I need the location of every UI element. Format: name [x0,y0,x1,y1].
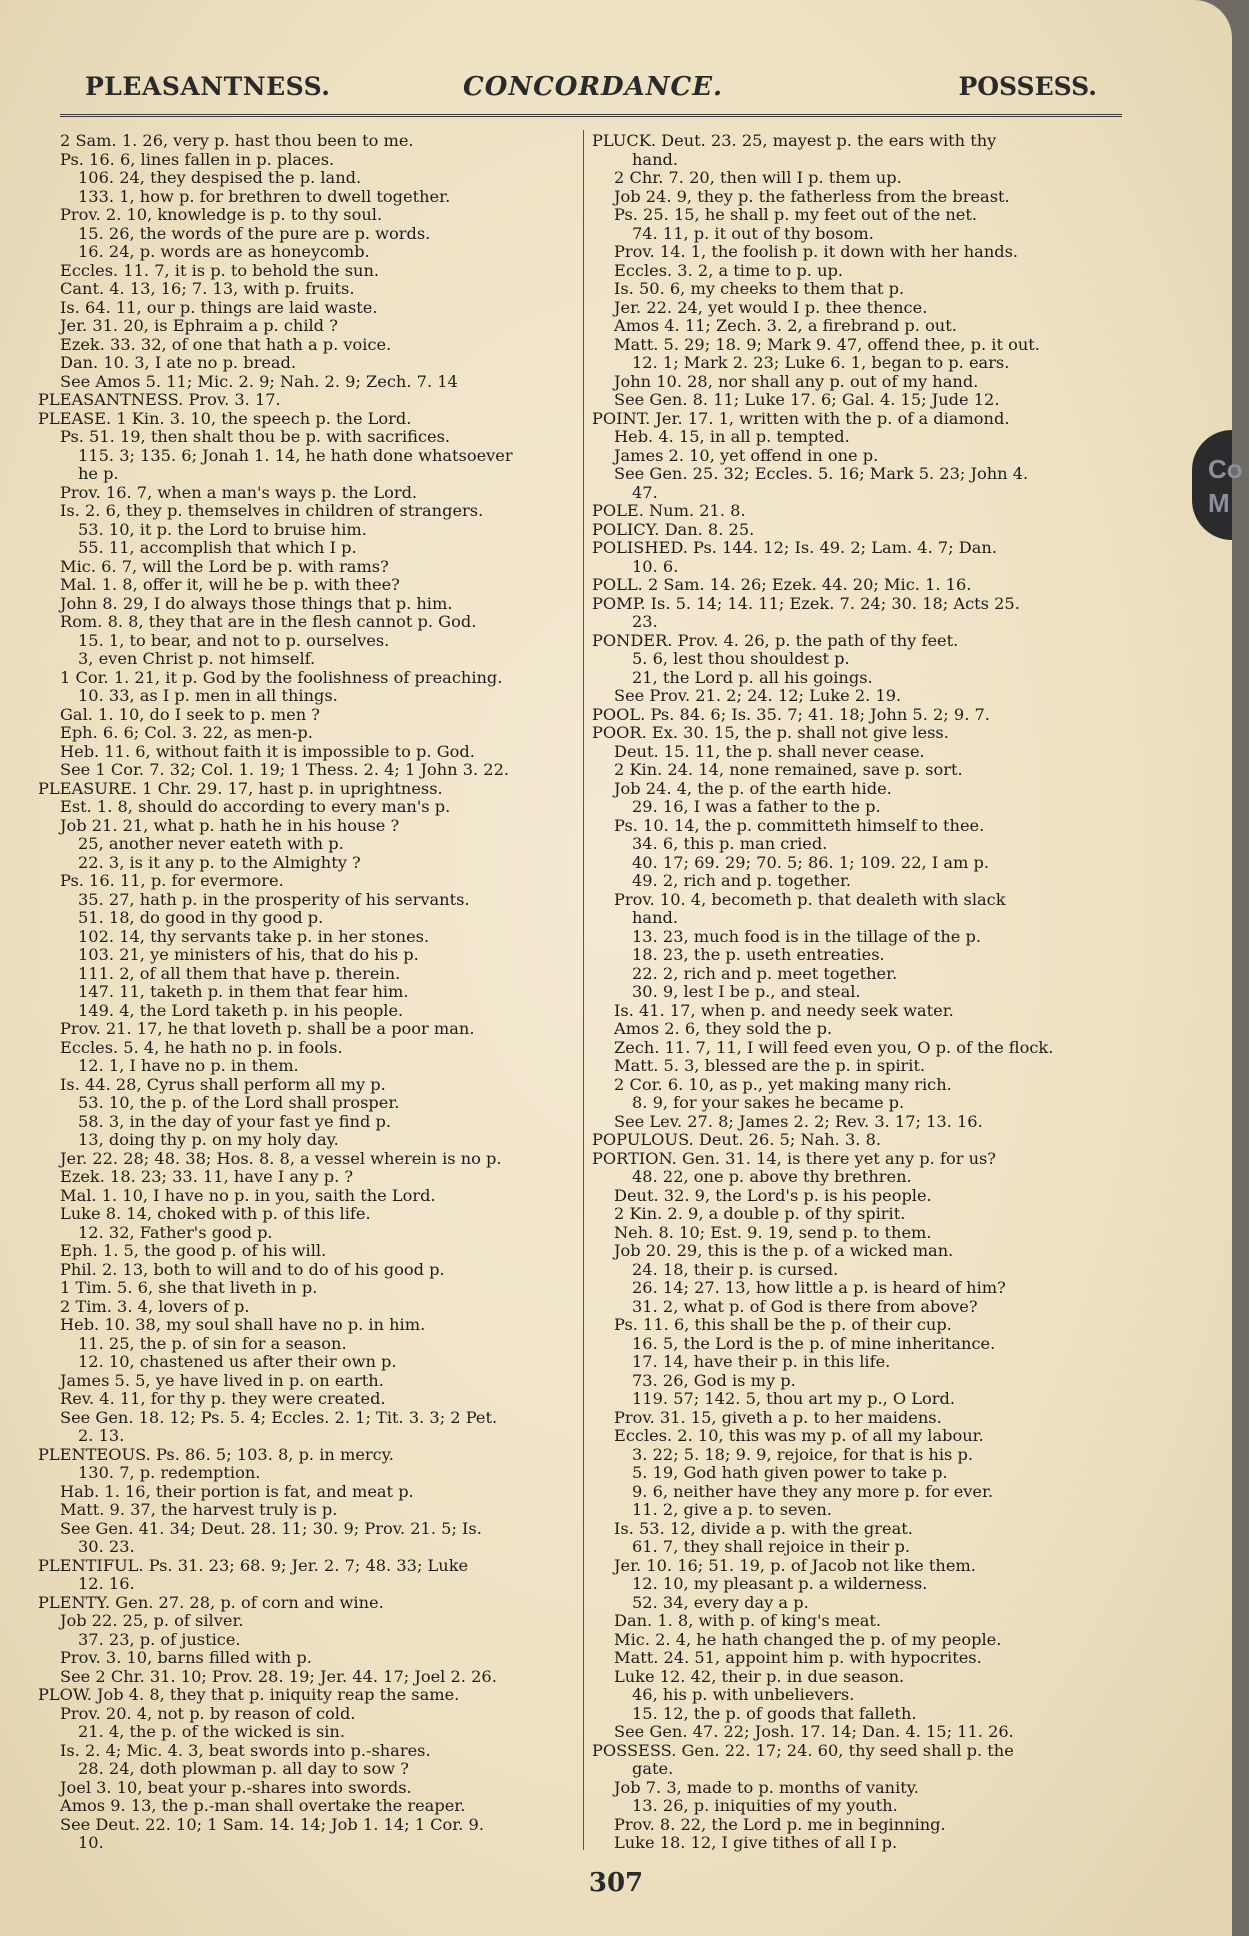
headword-entry-line: PORTION. Gen. 31. 14, is there yet any p. for us? [592,1148,996,1168]
concordance-line: See Gen. 47. 22; Josh. 17. 14; Dan. 4. 15; 11. 26. [614,1722,1014,1741]
concordance-line: hand. [632,149,679,169]
concordance-line: 13, doing thy p. on my holy day. [78,1130,339,1149]
concordance-line: See 1 Cor. 7. 32; Col. 1. 19; 1 Thess. 2. 4; 1 John 3. 22. [60,760,510,779]
concordance-line: See Gen. 8. 11; Luke 17. 6; Gal. 4. 15; Jude 12. [614,390,1000,409]
concordance-line: 12. 32, Father's good p. [78,1222,273,1242]
concordance-line: 103. 21, ye ministers of his, that do his p. [78,945,419,964]
concordance-line: Amos 4. 11; Zech. 3. 2, a firebrand p. out. [614,316,957,335]
concordance-line: Prov. 31. 15, giveth a p. to her maidens. [614,1407,942,1427]
concordance-line: Heb. 10. 38, my soul shall have no p. in him. [60,1315,426,1334]
concordance-line: Prov. 3. 10, barns filled with p. [60,1648,312,1667]
concordance-line: 46, his p. with unbelievers. [632,1685,855,1704]
concordance-line: Mal. 1. 10, I have no p. in you, saith the Lord. [60,1185,436,1205]
headword-entry-line: PLEASE. 1 Kin. 3. 10, the speech p. the Lord. [38,408,412,428]
concordance-line: 115. 3; 135. 6; Jonah 1. 14, he hath done whatsoever [78,445,513,465]
concordance-line: 48. 22, one p. above thy brethren. [632,1167,912,1186]
concordance-line: 49. 2, rich and p. together. [632,871,852,890]
concordance-line: 111. 2, of all them that have p. therein. [78,963,401,983]
concordance-line: 13. 26, p. iniquities of my youth. [632,1796,898,1815]
concordance-line: Job 20. 29, this is the p. of a wicked man. [614,1241,954,1260]
concordance-line: Cant. 4. 13, 16; 7. 13, with p. fruits. [60,279,355,298]
concordance-line: Mic. 6. 7, will the Lord be p. with rams? [60,556,389,576]
concordance-line: See Gen. 18. 12; Ps. 5. 4; Eccles. 2. 1; Tit. 3. 3; 2 Pet. [60,1407,498,1427]
concordance-line: Job 22. 25, p. of silver. [60,1611,244,1630]
concordance-line: Amos 2. 6, they sold the p. [614,1019,833,1038]
concordance-line: 61. 7, they shall rejoice in their p. [632,1537,911,1556]
concordance-line: Eccles. 11. 7, it is p. to behold the sun. [60,260,380,280]
concordance-line: See Lev. 27. 8; James 2. 2; Rev. 3. 17; 13. 16. [614,1111,983,1131]
concordance-line: 29. 16, I was a father to the p. [632,797,881,816]
concordance-line: John 10. 28, nor shall any p. out of my hand. [614,371,979,391]
concordance-line: Jer. 10. 16; 51. 19, p. of Jacob not like them. [614,1555,976,1575]
concordance-line: hand. [632,908,679,927]
concordance-line: Ps. 25. 15, he shall p. my feet out of the net. [614,205,977,224]
concordance-line: See Deut. 22. 10; 1 Sam. 14. 14; Job 1. 14; 1 Cor. 9. [60,1814,484,1834]
concordance-line: 2 Kin. 24. 14, none remained, save p. sort. [614,760,963,779]
concordance-line: 53. 10, the p. of the Lord shall prosper. [78,1093,400,1112]
concordance-line: Phil. 2. 13, both to will and to do of his good p. [60,1259,445,1279]
headword-entry-line: POMP. Is. 5. 14; 14. 11; Ezek. 7. 24; 30. 18; Acts 25. [592,593,1020,613]
concordance-line: Job 7. 3, made to p. months of vanity. [614,1777,919,1797]
headword-entry-line: POLICY. Dan. 8. 25. [592,519,755,539]
concordance-line: Luke 12. 42, their p. in due season. [614,1666,905,1686]
concordance-line: 3, even Christ p. not himself. [78,649,316,668]
concordance-line: 21. 4, the p. of the wicked is sin. [78,1722,346,1741]
concordance-line: Matt. 9. 37, the harvest truly is p. [60,1500,338,1519]
concordance-line: 12. 1; Mark 2. 23; Luke 6. 1, began to p. ears. [632,353,1010,372]
headword-entry-line: PLUCK. Deut. 23. 25, mayest p. the ears with thy [592,131,997,150]
concordance-line: 22. 2, rich and p. meet together. [632,963,898,983]
concordance-line: 147. 11, taketh p. in them that fear him. [78,982,409,1001]
concordance-line: Deut. 15. 11, the p. shall never cease. [614,741,925,761]
concordance-line: Is. 2. 6, they p. themselves in children of strangers. [60,501,484,520]
concordance-line: 52. 34, every day a p. [632,1592,809,1612]
concordance-line: Rev. 4. 11, for thy p. they were created. [60,1389,386,1408]
concordance-line: Dan. 1. 8, with p. of king's meat. [614,1611,882,1630]
concordance-line: See Amos 5. 11; Mic. 2. 9; Nah. 2. 9; Zech. 7. 14 [60,371,458,391]
concordance-line: Heb. 11. 6, without faith it is impossible to p. God. [60,741,475,761]
concordance-line: Ps. 16. 11, p. for evermore. [60,871,284,890]
concordance-line: 8. 9, for your sakes he became p. [632,1093,905,1112]
concordance-line: See 2 Chr. 31. 10; Prov. 28. 19; Jer. 44. 17; Joel 2. 26. [60,1666,497,1686]
concordance-line: 55. 11, accomplish that which I p. [78,538,357,557]
headword-entry-line: POOL. Ps. 84. 6; Is. 35. 7; 41. 18; John 5. 2; 9. 7. [592,704,990,724]
concordance-line: Luke 8. 14, choked with p. of this life. [60,1204,371,1223]
concordance-line: 12. 1, I have no p. in them. [78,1056,299,1075]
concordance-line: Luke 18. 12, I give tithes of all I p. [614,1833,898,1852]
concordance-line: Rom. 8. 8, they that are in the flesh cannot p. God. [60,612,477,631]
concordance-line: 40. 17; 69. 29; 70. 5; 86. 1; 109. 22, I am p. [632,852,990,872]
concordance-line: 30. 23. [78,1537,135,1556]
concordance-line: 22. 3, is it any p. to the Almighty ? [78,852,361,872]
concordance-line: 15. 26, the words of the pure are p. words. [78,223,431,243]
concordance-line: Prov. 2. 10, knowledge is p. to thy soul. [60,205,383,224]
concordance-line: 12. 10, my pleasant p. a wilderness. [632,1574,928,1593]
concordance-line: 2. 13. [78,1426,125,1445]
concordance-line: 58. 3, in the day of your fast ye find p. [78,1111,391,1131]
concordance-line: 10. 33, as I p. men in all things. [78,686,338,705]
headword-entry-line: POOR. Ex. 30. 15, the p. shall not give less. [592,723,949,742]
concordance-line: John 8. 29, I do always those things that p. him. [60,593,453,613]
concordance-line: Is. 44. 28, Cyrus shall perform all my p. [60,1074,386,1094]
concordance-line: Is. 2. 4; Mic. 4. 3, beat swords into p.-shares. [60,1740,431,1760]
concordance-line: 149. 4, the Lord taketh p. in his people. [78,1000,404,1020]
concordance-line: Heb. 4. 15, in all p. tempted. [614,427,850,446]
concordance-line: 2 Kin. 2. 9, a double p. of thy spirit. [614,1204,906,1223]
concordance-line: Is. 50. 6, my cheeks to them that p. [614,279,905,298]
concordance-line: 106. 24, they despised the p. land. [78,168,362,187]
concordance-line: Eccles. 2. 10, this was my p. of all my labour. [614,1426,984,1445]
concordance-line: 9. 6, neither have they any more p. for ever. [632,1481,994,1501]
concordance-line: 5. 6, lest thou shouldest p. [632,649,850,668]
concordance-line: 16. 5, the Lord is the p. of mine inheritance. [632,1333,996,1353]
header-rule [60,114,1122,119]
concordance-line: James 2. 10, yet offend in one p. [614,445,879,465]
concordance-line: 1 Cor. 1. 21, it p. God by the foolishness of preaching. [60,667,503,687]
headword-entry-line: PLEASANTNESS. Prov. 3. 17. [38,390,281,409]
page-number: 307 [588,1868,644,1898]
concordance-line: gate. [632,1759,674,1778]
concordance-line: Joel 3. 10, beat your p.-shares into swords. [60,1777,412,1797]
headword-entry-line: PLOW. Job 4. 8, they that p. iniquity reap the same. [38,1685,460,1704]
concordance-line: 130. 7, p. redemption. [78,1463,261,1482]
concordance-line: Ps. 51. 19, then shalt thou be p. with sacrifices. [60,427,451,446]
headword-entry-line: POINT. Jer. 17. 1, written with the p. of a diamond. [592,408,1010,428]
concordance-line: 102. 14, thy servants take p. in her stones. [78,926,430,946]
concordance-line: 51. 18, do good in thy good p. [78,908,324,927]
concordance-line: Ps. 10. 14, the p. committeth himself to thee. [614,815,985,835]
concordance-line: 12. 10, chastened us after their own p. [78,1352,397,1371]
headword-entry-line: PLEASURE. 1 Chr. 29. 17, hast p. in uprightness. [38,778,443,798]
concordance-line: 26. 14; 27. 13, how little a p. is heard of him? [632,1278,1006,1297]
column-divider [583,130,584,1850]
concordance-line: Matt. 5. 29; 18. 9; Mark 9. 47, offend thee, p. it out. [614,334,1040,354]
concordance-line: Prov. 20. 4, not p. by reason of cold. [60,1703,356,1723]
concordance-line: Ps. 16. 6, lines fallen in p. places. [60,149,335,169]
header-first-word: PLEASANTNESS. [85,72,331,101]
concordance-line: Job 24. 9, they p. the fatherless from the breast. [614,186,1010,206]
concordance-line: 12. 16. [78,1574,135,1593]
headword-entry-line: PLENTY. Gen. 27. 28, p. of corn and wine. [38,1592,384,1612]
concordance-line: 133. 1, how p. for brethren to dwell together. [78,186,451,206]
concordance-line: Prov. 16. 7, when a man's ways p. the Lord. [60,482,418,502]
headword-entry-line: POLL. 2 Sam. 14. 26; Ezek. 44. 20; Mic. 1. 16. [592,575,972,594]
concordance-line: Eph. 1. 5, the good p. of his will. [60,1241,327,1260]
concordance-line: Eph. 6. 6; Col. 3. 22, as men-p. [60,723,313,742]
concordance-line: 18. 23, the p. useth entreaties. [632,945,885,964]
concordance-line: 2 Sam. 1. 26, very p. hast thou been to me. [60,131,414,150]
concordance-line: James 5. 5, ye have lived in p. on earth. [60,1370,384,1390]
concordance-line: 3. 22; 5. 18; 9. 9, rejoice, for that is his p. [632,1444,973,1464]
concordance-line: Mal. 1. 8, offer it, will he be p. with thee? [60,575,400,594]
concordance-line: Deut. 32. 9, the Lord's p. is his people. [614,1185,932,1205]
concordance-line: Ezek. 18. 23; 33. 11, have I any p. ? [60,1167,354,1186]
concordance-line: See Gen. 25. 32; Eccles. 5. 16; Mark 5. 23; John 4. [614,464,1029,483]
concordance-line: Eccles. 5. 4, he hath no p. in fools. [60,1037,343,1057]
concordance-line: See Gen. 41. 34; Deut. 28. 11; 30. 9; Prov. 21. 5; Is. [60,1518,482,1538]
headword-entry-line: PONDER. Prov. 4. 26, p. the path of thy feet. [592,630,959,650]
concordance-line: 23. [632,612,658,631]
concordance-line: Neh. 8. 10; Est. 9. 19, send p. to them. [614,1222,932,1242]
concordance-line: Mic. 2. 4, he hath changed the p. of my people. [614,1629,1002,1649]
concordance-line: 1 Tim. 5. 6, she that liveth in p. [60,1278,318,1297]
running-header [85,72,1097,116]
concordance-line: 15. 12, the p. of goods that falleth. [632,1703,917,1723]
concordance-line: 34. 6, this p. man cried. [632,834,828,853]
concordance-line: 2 Tim. 3. 4, lovers of p. [60,1296,250,1316]
concordance-line: 10. 6. [632,556,679,576]
concordance-line: Jer. 22. 28; 48. 38; Hos. 8. 8, a vessel wherein is no p. [60,1148,502,1168]
concordance-line: 24. 18, their p. is cursed. [632,1259,839,1279]
concordance-line: 2 Cor. 6. 10, as p., yet making many rich. [614,1074,952,1094]
concordance-line: 31. 2, what p. of God is there from above? [632,1296,978,1316]
concordance-line: Prov. 10. 4, becometh p. that dealeth with slack [614,889,1006,909]
concordance-line: Est. 1. 8, should do according to every man's p. [60,797,451,816]
concordance-line: See Prov. 21. 2; 24. 12; Luke 2. 19. [614,686,902,705]
right-column [592,132,1148,1853]
concordance-line: 2 Chr. 7. 20, then will I p. them up. [614,168,902,187]
concordance-line: Jer. 22. 24, yet would I p. thee thence. [614,297,928,317]
concordance-line: 10. [78,1833,104,1852]
headword-entry-line: POLE. Num. 21. 8. [592,501,746,520]
headword-entry-line: POSSESS. Gen. 22. 17; 24. 60, thy seed shall p. the [592,1740,1014,1760]
concordance-line: 5. 19, God hath given power to take p. [632,1463,948,1482]
concordance-line: Dan. 10. 3, I ate no p. bread. [60,353,297,372]
concordance-line: 47. [632,482,658,502]
concordance-line: 35. 27, hath p. in the prosperity of his servants. [78,889,470,909]
thumb-index-tab[interactable] [1192,430,1243,540]
concordance-line: Is. 64. 11, our p. things are laid waste. [60,297,378,317]
concordance-line: Hab. 1. 16, their portion is fat, and meat p. [60,1481,414,1501]
headword-entry-line: POPULOUS. Deut. 26. 5; Nah. 3. 8. [592,1130,882,1149]
concordance-line: 37. 23, p. of justice. [78,1629,241,1649]
concordance-line: 21, the Lord p. all his goings. [632,667,873,687]
concordance-line: 13. 23, much food is in the tillage of the p. [632,926,982,946]
concordance-line: 73. 26, God is my p. [632,1370,796,1390]
concordance-line: Zech. 11. 7, 11, I will feed even you, O p. of the flock. [614,1037,1054,1057]
headword-entry-line: POLISHED. Ps. 144. 12; Is. 49. 2; Lam. 4. 7; Dan. [592,538,997,557]
concordance-line: Job 21. 21, what p. hath he in his house ? [60,815,400,835]
left-column [38,132,578,1853]
concordance-line: Ezek. 33. 32, of one that hath a p. voice. [60,334,392,354]
concordance-line: 28. 24, doth plowman p. all day to sow ? [78,1759,409,1778]
concordance-line: Is. 53. 12, divide a p. with the great. [614,1518,913,1538]
concordance-line: 11. 25, the p. of sin for a season. [78,1333,347,1353]
headword-entry-line: PLENTIFUL. Ps. 31. 23; 68. 9; Jer. 2. 7; 48. 33; Luke [38,1555,469,1575]
concordance-line: 25, another never eateth with p. [78,834,344,853]
concordance-line: Ps. 11. 6, this shall be the p. of their cup. [614,1315,952,1334]
header-last-word: POSSESS. [958,72,1097,101]
concordance-line: Matt. 5. 3, blessed are the p. in spirit. [614,1056,926,1075]
concordance-line: Matt. 24. 51, appoint him p. with hypocrites. [614,1648,982,1667]
thumb-index-label: Co M [1208,454,1243,518]
concordance-line: Gal. 1. 10, do I seek to p. men ? [60,704,320,724]
concordance-line: Jer. 31. 20, is Ephraim a p. child ? [60,316,338,335]
concordance-line: Job 24. 4, the p. of the earth hide. [614,778,892,798]
concordance-line: 17. 14, have their p. in this life. [632,1352,891,1371]
concordance-line: Prov. 8. 22, the Lord p. me in beginning. [614,1814,946,1834]
concordance-line: Amos 9. 13, the p.-man shall overtake the reaper. [60,1796,466,1815]
concordance-line: 53. 10, it p. the Lord to bruise him. [78,519,367,539]
concordance-line: 119. 57; 142. 5, thou art my p., O Lord. [632,1389,956,1408]
concordance-line: Is. 41. 17, when p. and needy seek water. [614,1000,954,1020]
concordance-line: Prov. 14. 1, the foolish p. it down with her hands. [614,242,1019,261]
concordance-line: 15. 1, to bear, and not to p. ourselves. [78,630,390,650]
header-title: CONCORDANCE. [463,72,724,102]
concordance-line: 30. 9, lest I be p., and steal. [632,982,861,1001]
concordance-line: Eccles. 3. 2, a time to p. up. [614,260,844,280]
concordance-line: Prov. 21. 17, he that loveth p. shall be a poor man. [60,1019,475,1038]
concordance-line: he p. [78,464,119,483]
concordance-line: 16. 24, p. words are as honeycomb. [78,242,370,261]
headword-entry-line: PLENTEOUS. Ps. 86. 5; 103. 8, p. in mercy. [38,1444,394,1464]
concordance-line: 11. 2, give a p. to seven. [632,1500,832,1519]
concordance-line: 74. 11, p. it out of thy bosom. [632,223,874,243]
